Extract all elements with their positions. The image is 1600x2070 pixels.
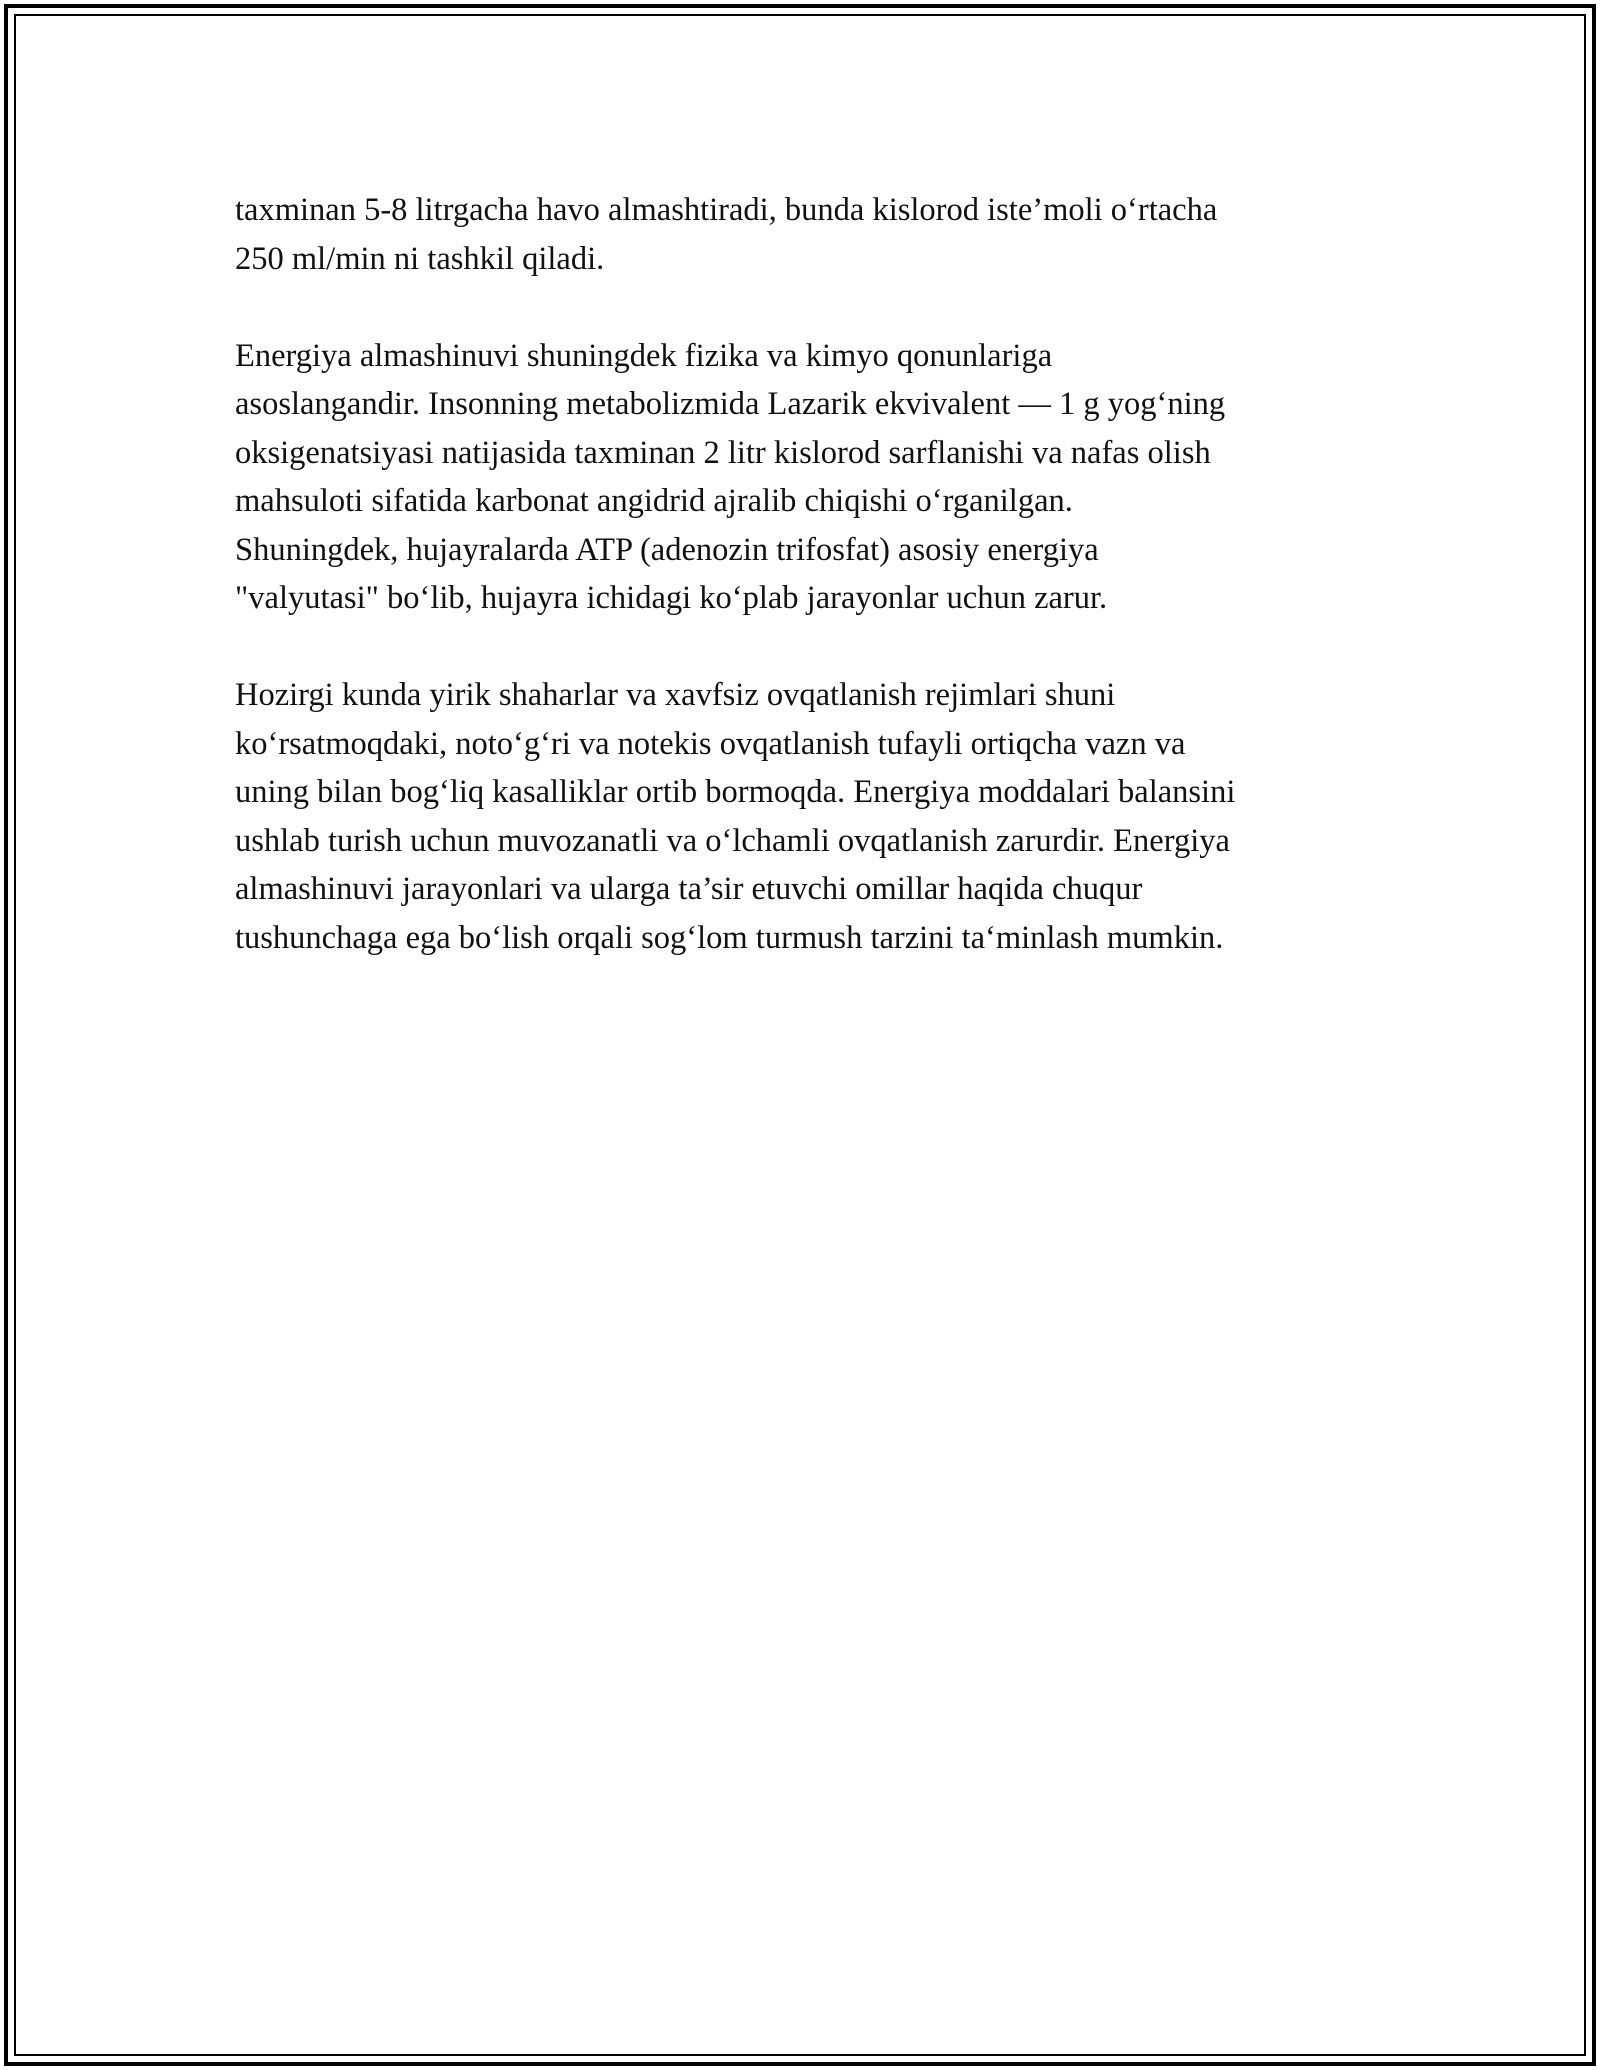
paragraph-line: Shuningdek, hujayralarda ATP (adenozin trifosfat) asosiy energiya: [235, 531, 1099, 568]
paragraph-line: uning bilan bog‘liq kasalliklar ortib bormoqda. Energiya moddalari balansini: [235, 774, 1236, 810]
paragraph-line: 250 ml/min ni tashkil qiladi.: [235, 240, 605, 277]
paragraph-3: [235, 671, 1365, 962]
paragraph-line: mahsuloti sifatida karbonat angidrid ajralib chiqishi o‘rganilgan.: [235, 483, 1073, 519]
paragraph-line: almashinuvi jarayonlari va ularga ta’sir etuvchi omillar haqida chuqur: [235, 871, 1143, 907]
paragraph-line: ko‘rsatmoqdaki, noto‘g‘ri va notekis ovqatlanish tufayli ortiqcha vazn va: [235, 725, 1186, 762]
paragraph-line: asoslangandir. Insonning metabolizmida Lazarik ekvivalent — 1 g yog‘ning: [235, 386, 1226, 422]
paragraph-line: taxminan 5-8 litrgacha havo almashtiradi, bunda kislorod iste’moli o‘rtacha: [235, 192, 1218, 228]
paragraph-line: ushlab turish uchun muvozanatli va o‘lchamli ovqatlanish zarurdir. Energiya: [235, 822, 1230, 859]
paragraph-line: Hozirgi kunda yirik shaharlar va xavfsiz ovqatlanish rejimlari shuni: [235, 677, 1116, 713]
paragraph-2: [235, 332, 1365, 623]
page-body: [235, 186, 1365, 1011]
paragraph-1: [235, 186, 1365, 283]
paragraph-line: Energiya almashinuvi shuningdek fizika va kimyo qonunlariga: [235, 337, 1053, 374]
paragraph-line: "valyutasi" bo‘lib, hujayra ichidagi ko‘plab jarayonlar uchun zarur.: [235, 580, 1108, 616]
paragraph-line: oksigenatsiyasi natijasida taxminan 2 litr kislorod sarflanishi va nafas olish: [235, 434, 1211, 471]
paragraph-line: tushunchaga ega bo‘lish orqali sog‘lom turmush tarzini ta‘minlash mumkin.: [235, 919, 1224, 956]
